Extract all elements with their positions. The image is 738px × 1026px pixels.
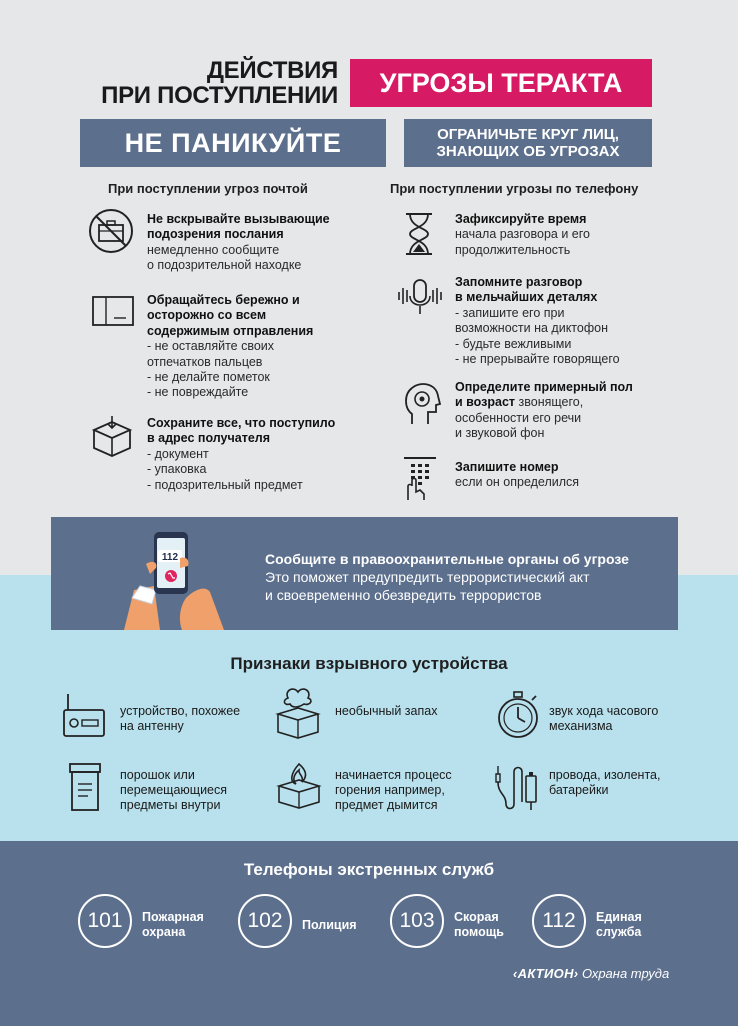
phone-item-1-text-1: начала разговора и его [455, 227, 590, 242]
phone-item-2 [455, 275, 620, 367]
police-service-label [302, 918, 357, 933]
mail-item-3-text-3: - подозрительный предмет [147, 477, 303, 492]
phone-item-3-bold-1: Определите примерный пол [455, 380, 633, 394]
head-icon [402, 380, 442, 426]
phone-item-2-text-1: - запишите его при [455, 305, 565, 320]
phone-item-3-line-2 [455, 395, 633, 410]
mail-item-2-bold-3: содержимым отправления [147, 323, 314, 338]
dont-panic-banner: НЕ ПАНИКУЙТЕ [80, 119, 386, 167]
mail-item-3 [147, 416, 335, 493]
report-text [265, 550, 629, 604]
phone-item-4 [455, 460, 579, 491]
fire-number: 101 [78, 894, 132, 948]
envelope-icon [92, 296, 134, 326]
smelly-box-icon [274, 686, 322, 740]
unified-label-2: служба [596, 925, 642, 939]
report-line-1: Это поможет предупредить террористический акт [265, 569, 590, 585]
mail-item-2-bold-2: осторожно со всем [147, 308, 267, 323]
radio-antenna-icon [62, 692, 106, 740]
phone-item-1-text-2: продолжительность [455, 242, 571, 257]
mail-item-3-text-2: - упаковка [147, 462, 207, 477]
title-highlight: УГРОЗЫ ТЕРАКТА [350, 59, 652, 107]
phone-item-2-text-4: - не прерывайте говорящего [455, 352, 620, 367]
sign-wires [549, 768, 660, 798]
police-number: 102 [238, 894, 292, 948]
sign-antenna [120, 704, 240, 734]
sign-clock-line-1: звук хода часового [549, 704, 659, 718]
microphone-icon [396, 278, 444, 316]
report-line-2: и своевременно обезвредить террористов [265, 587, 542, 603]
sign-smell [335, 704, 437, 719]
sign-antenna-line-1: устройство, похожее [120, 704, 241, 718]
sign-wires-line-2: батарейки [549, 783, 609, 797]
mail-item-1-text-2: о подозрительной находке [147, 258, 302, 273]
phone-item-1-bold-1: Зафиксируйте время [455, 212, 587, 226]
ambulance-service-label [454, 910, 504, 940]
mail-item-2-text-1: - не оставляйте своих [147, 339, 275, 354]
ambulance-number: 103 [390, 894, 444, 948]
sign-fire-line-3: предмет дымится [335, 798, 438, 812]
unified-number: 112 [532, 894, 586, 948]
mail-item-1-bold-2: подозрения послания [147, 227, 284, 242]
sign-fire-line-2: горения например, [335, 783, 445, 797]
banner-right-line-2: ЗНАЮЩИХ ОБ УГРОЗАХ [436, 143, 620, 160]
sign-antenna-line-2: на антенну [120, 719, 184, 733]
mail-item-1-text-1: немедленно сообщите [147, 242, 280, 257]
sign-clock-line-2: механизма [549, 719, 613, 733]
no-parcel-icon [88, 208, 134, 254]
phone-item-3-text-1: особенности его речи [455, 410, 582, 425]
emergency-title: Телефоны экстренных служб [243, 860, 495, 879]
phone-item-3-bold-2: и возраст [455, 395, 516, 410]
mail-item-2-bold-1: Обращайтесь бережно и [147, 293, 300, 307]
sign-fire-line-1: начинается процесс [335, 768, 452, 782]
fire-label-1: Пожарная [142, 910, 204, 924]
mail-heading: При поступлении угроз почтой [108, 181, 308, 196]
title-line-1: ДЕЙСТВИЯ [206, 57, 338, 84]
sign-fire [335, 768, 452, 813]
burning-box-icon [276, 760, 322, 810]
unified-service-label [596, 910, 642, 940]
mail-item-1-bold-1: Не вскрывайте вызывающие [147, 212, 330, 226]
powder-jar-icon [68, 762, 102, 812]
phone-item-3-text-2: и звуковой фон [455, 426, 545, 441]
mail-item-2-text-4: - не повреждайте [147, 385, 249, 400]
mail-item-3-bold-2: в адрес получателя [147, 431, 271, 446]
police-label-1: Полиция [302, 918, 357, 932]
fire-label-2: охрана [142, 925, 186, 939]
phone-item-2-text-2: возможности на диктофон [455, 321, 608, 336]
sign-wires-line-1: провода, изолента, [549, 768, 661, 782]
mail-item-2-text-2: отпечатков пальцев [147, 354, 263, 369]
hourglass-icon [402, 212, 436, 256]
box-icon [90, 416, 134, 460]
phone-heading: При поступлении угрозы по телефону [390, 181, 639, 196]
signs-title: Признаки взрывного устройства [230, 654, 508, 673]
phone-item-4-bold-1: Запишите номер [455, 460, 559, 474]
sign-smell-line-1: необычный запах [335, 704, 438, 718]
banner-right-line-1: ОГРАНИЧЬТЕ КРУГ ЛИЦ, [437, 126, 619, 143]
sign-powder-line-1: порошок или [120, 768, 195, 782]
mail-item-3-text-1: - документ [147, 446, 209, 461]
mail-item-2-text-3: - не делайте пометок [147, 370, 270, 385]
ambulance-label-2: помощь [454, 925, 504, 939]
phone-item-2-bold-2: в мельчайших деталях [455, 290, 598, 305]
brand-text: Охрана труда [578, 966, 670, 981]
phone-screen-number: 112 [161, 552, 179, 563]
phone-item-2-text-3: - будьте вежливыми [455, 336, 572, 351]
wires-battery-icon [492, 764, 540, 812]
brand-mark: ‹АКТИОН› [513, 966, 579, 981]
limit-circle-banner [404, 119, 652, 167]
phone-item-4-text-1: если он определился [455, 475, 580, 490]
stopwatch-icon [494, 690, 542, 740]
brand-logo [513, 966, 669, 981]
mail-item-1 [147, 212, 330, 274]
hand-phone-illustration [120, 528, 230, 630]
sign-powder [120, 768, 227, 813]
title-line-2: ПРИ ПОСТУПЛЕНИИ [101, 82, 338, 109]
unified-label-1: Единая [596, 910, 642, 924]
fire-service-label [142, 910, 204, 940]
phone-item-2-bold-1: Запомните разговор [455, 275, 583, 289]
keypad-icon [402, 456, 438, 500]
sign-powder-line-3: предметы внутри [120, 798, 221, 812]
sign-powder-line-2: перемещающиеся [120, 783, 228, 797]
mail-item-2 [147, 293, 313, 401]
report-bold: Сообщите в правоохранительные органы об угрозе [265, 551, 629, 567]
sign-clock [549, 704, 658, 734]
ambulance-label-1: Скорая [454, 910, 499, 924]
phone-item-1 [455, 212, 590, 258]
mail-item-3-bold-1: Сохраните все, что поступило [147, 416, 336, 430]
page-title [78, 58, 338, 108]
phone-item-3-tail: звонящего, [515, 395, 584, 410]
phone-item-3 [455, 380, 633, 442]
